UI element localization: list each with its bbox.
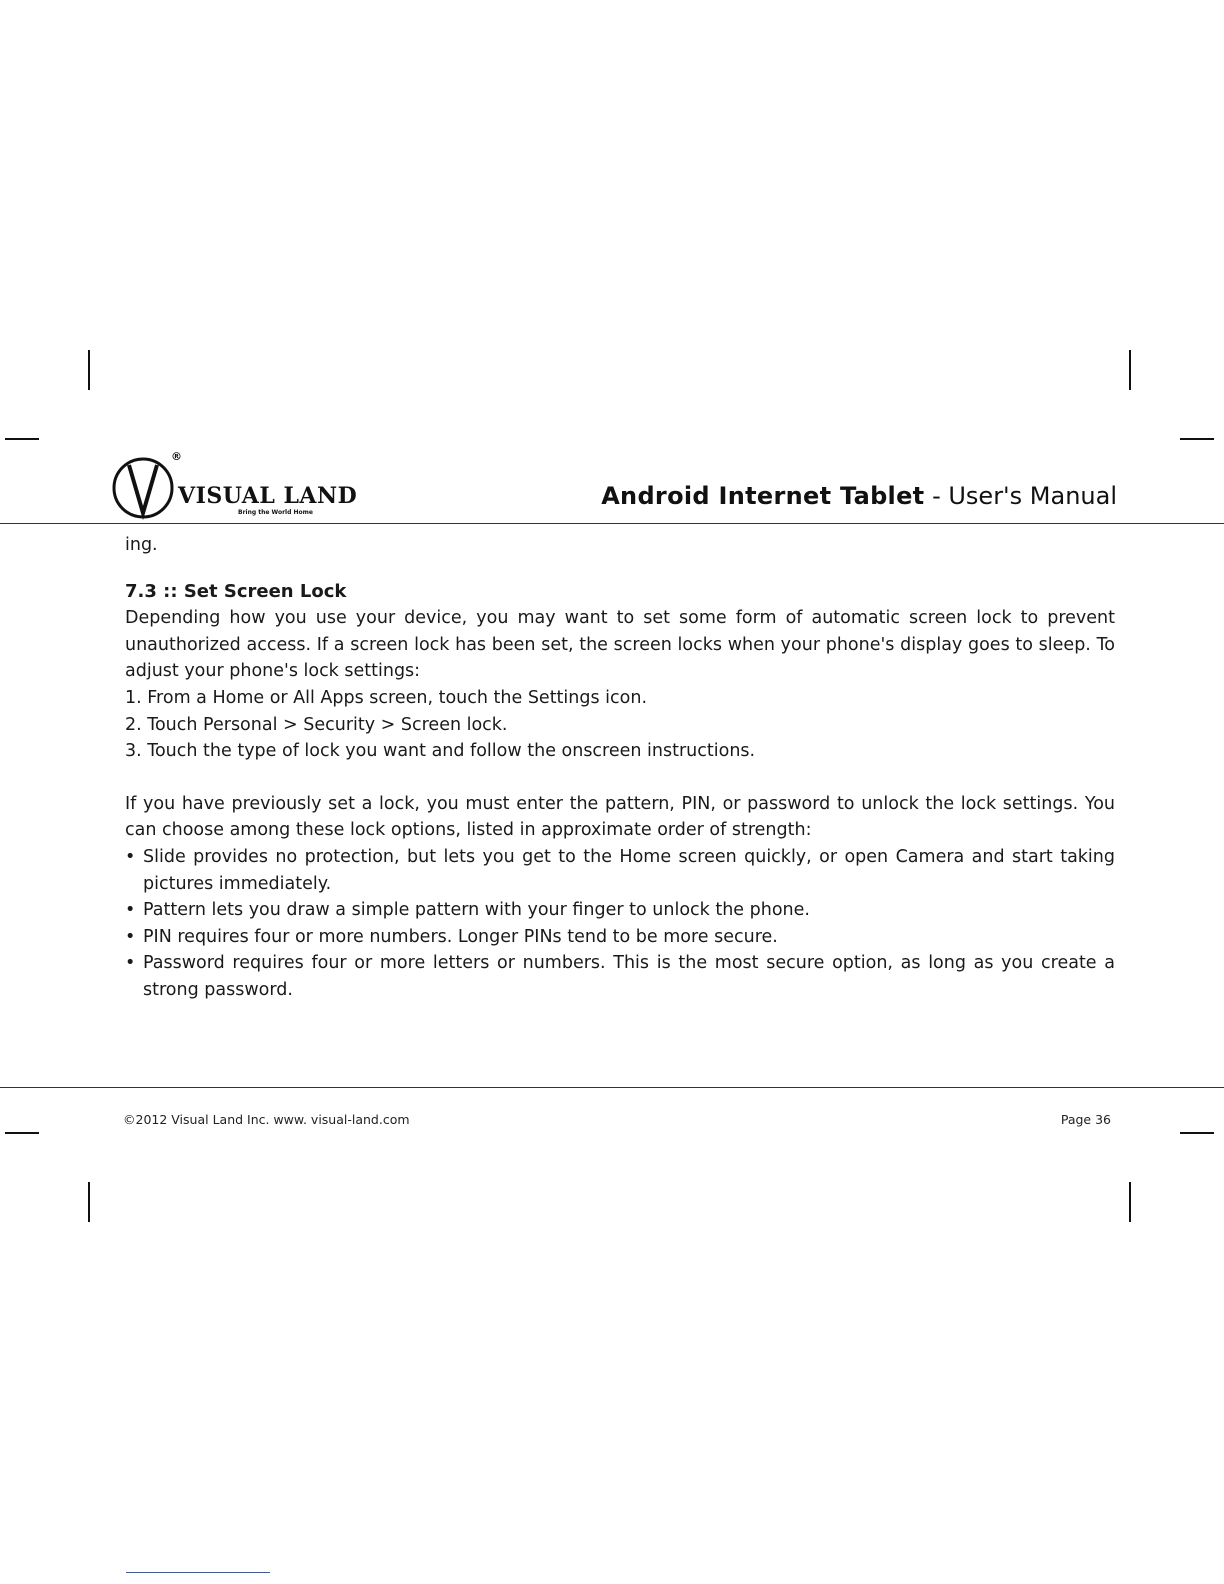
crop-mark-bottom-left [88, 1182, 90, 1222]
list-item-text: Pattern lets you draw a simple pattern with your finger to unlock the phone. [143, 900, 810, 921]
lock-options-list [125, 844, 1115, 1004]
bullet-icon: • [125, 900, 136, 921]
bullet-icon: • [125, 846, 136, 867]
list-item [125, 924, 1115, 951]
header-rule [0, 523, 1224, 524]
crop-mark-left-upper [5, 438, 39, 440]
manual-title-suffix: - User's Manual [924, 482, 1117, 510]
manual-title [601, 482, 1117, 510]
crop-mark-top-right [1129, 350, 1131, 390]
crop-mark-bottom-right [1129, 1182, 1131, 1222]
footer-rule [0, 1087, 1224, 1088]
step-item: 3. Touch the type of lock you want and follow the onscreen instructions. [125, 741, 756, 762]
crop-mark-right-lower [1180, 1132, 1214, 1134]
continuation-text: ing. [125, 535, 158, 555]
crop-mark-left-lower [5, 1132, 39, 1134]
intro-paragraph: Depending how you use your device, you may want to set some form of automatic screen lock to prevent unauthorized access. If a screen lock has been set, the screen locks when your phone's display goes to sleep. To adjust your phone's lock settings: [125, 608, 1115, 682]
paragraph-gap [125, 765, 1115, 791]
blue-underline-artifact [126, 1572, 270, 1573]
bullet-icon: • [125, 953, 136, 974]
bullet-icon: • [125, 926, 136, 947]
page-content [125, 532, 1115, 1004]
options-intro-paragraph: If you have previously set a lock, you must enter the pattern, PIN, or password to unlock the lock settings. You can choose among these lock options, listed in approximate order of strength: [125, 793, 1115, 841]
list-item [125, 844, 1115, 897]
list-item [125, 897, 1115, 924]
v-circle-logo-icon [110, 450, 180, 520]
page-number: Page 36 [1060, 1112, 1111, 1127]
step-item: 1. From a Home or All Apps screen, touch the Settings icon. [125, 687, 648, 708]
list-item [125, 950, 1115, 1003]
crop-mark-right-upper [1180, 438, 1214, 440]
footer-copyright: ©2012 Visual Land Inc. www. visual-land.com [123, 1112, 410, 1127]
step-item: 2. Touch Personal > Security > Screen lock. [125, 714, 508, 735]
crop-mark-top-left [88, 350, 90, 390]
logo-tagline: Bring the World Home [238, 509, 313, 516]
visual-land-logo [110, 450, 370, 520]
list-item-text: Slide provides no protection, but lets you get to the Home screen quickly, or open Camera and start taking pictures immediately. [143, 846, 1115, 894]
manual-title-product: Android Internet Tablet [601, 482, 925, 510]
list-item-text: Password requires four or more letters or numbers. This is the most secure option, as long as you create a strong password. [143, 953, 1115, 1000]
logo-wordmark: VISUAL LAND [178, 483, 358, 509]
list-item-text: PIN requires four or more numbers. Longer PINs tend to be more secure. [143, 926, 778, 947]
section-heading: 7.3 :: Set Screen Lock [125, 580, 347, 602]
registered-mark: ® [171, 450, 182, 463]
